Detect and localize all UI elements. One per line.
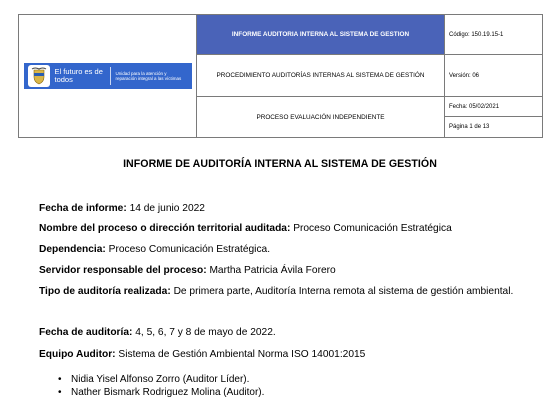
field-responsible-servant <box>39 265 523 278</box>
field-audit-type <box>39 286 523 299</box>
field-value: 4, 5, 6, 7 y 8 de mayo de 2022. <box>135 327 276 338</box>
process-name: PROCESO EVALUACIÓN INDEPENDIENTE <box>197 97 445 138</box>
field-label: Equipo Auditor: <box>39 349 116 360</box>
document-title: INFORME DE AUDITORÍA INTERNA AL SISTEMA DE GESTIÓN <box>123 158 437 170</box>
logo-sub-text: Unidad para la atención y reparación integral a las víctimas <box>115 70 182 81</box>
document-header-table <box>18 14 543 138</box>
field-dependency <box>39 244 523 257</box>
field-report-date <box>39 203 523 216</box>
field-value: 14 de junio 2022 <box>129 203 205 214</box>
field-label: Dependencia: <box>39 244 106 255</box>
field-label: Nombre del proceso o dirección territorial auditada: <box>39 223 291 234</box>
list-item <box>58 387 508 400</box>
field-label: Tipo de auditoría realizada: <box>39 286 171 297</box>
field-label: Fecha de auditoría: <box>39 327 133 338</box>
document-version: Versión: 06 <box>445 55 543 97</box>
bullet-icon: • <box>58 374 62 385</box>
field-value: De primera parte, Auditoría Interna remota al sistema de gestión ambiental. <box>173 286 514 297</box>
field-audit-date <box>39 327 523 340</box>
list-item <box>58 374 508 387</box>
auditor-list <box>58 374 508 399</box>
auditor-name: Nidia Yisel Alfonso Zorro (Auditor Líder). <box>71 374 250 385</box>
procedure-name: PROCEDIMIENTO AUDITORÍAS INTERNAS AL SISTEMA DE GESTIÓN <box>197 55 445 97</box>
date-page-cell <box>445 97 543 138</box>
field-value: Proceso Comunicación Estratégica. <box>108 244 271 255</box>
logo-main-text: El futuro es de todos <box>54 67 103 84</box>
logo-divider <box>110 67 111 85</box>
document-code: Código: 150.19.15-1 <box>445 15 543 55</box>
page-number: Página 1 de 13 <box>449 124 490 130</box>
field-audited-process <box>39 223 523 236</box>
auditor-name: Nather Bismark Rodriguez Molina (Auditor). <box>71 386 265 398</box>
logo-cell <box>19 15 197 138</box>
document-date: Fecha: 05/02/2021 <box>445 97 542 117</box>
field-label: Fecha de informe: <box>39 203 127 214</box>
field-audit-team <box>39 349 523 362</box>
field-value: Martha Patricia Ávila Forero <box>209 265 336 276</box>
entity-logo <box>24 63 192 89</box>
coat-of-arms-icon <box>28 65 50 87</box>
field-label: Servidor responsable del proceso: <box>39 265 207 276</box>
field-value: Proceso Comunicación Estratégica <box>293 223 452 234</box>
field-value: Sistema de Gestión Ambiental Norma ISO 14001:2015 <box>118 349 366 360</box>
report-title-cell: INFORME AUDITORIA INTERNA AL SISTEMA DE GESTION <box>197 15 445 55</box>
bullet-icon: • <box>58 386 62 398</box>
